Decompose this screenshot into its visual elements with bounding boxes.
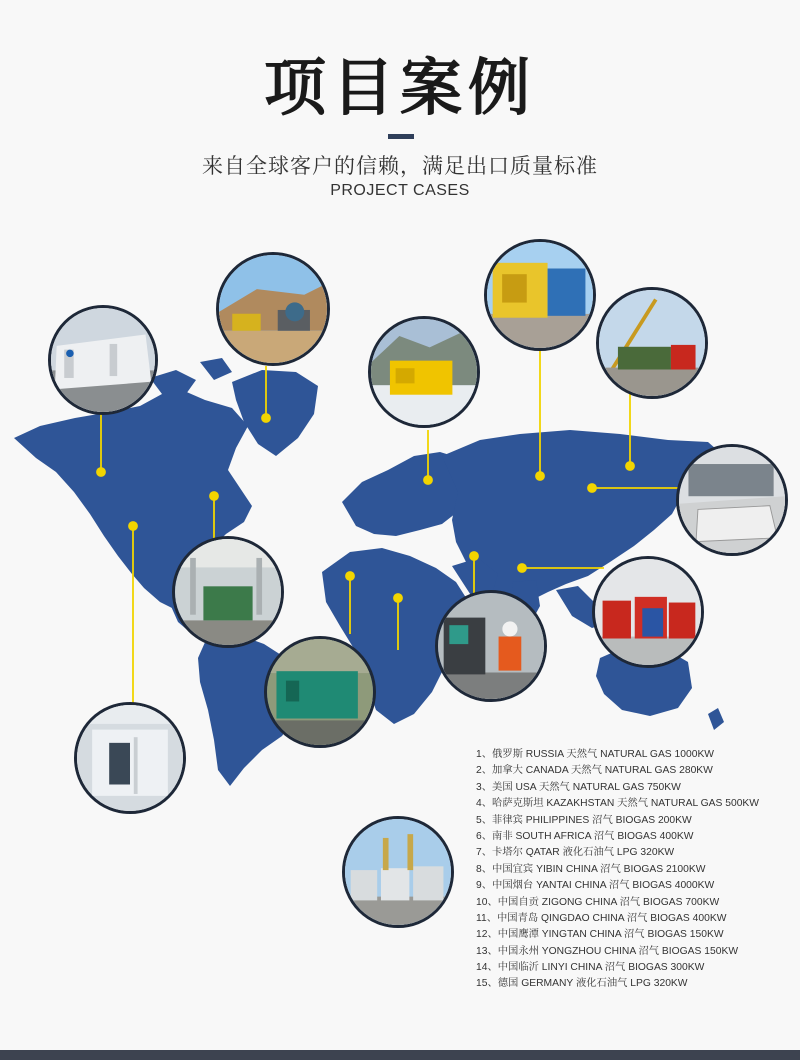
island-new-zealand xyxy=(708,708,724,730)
photo-image xyxy=(599,290,705,396)
case-photo-telecom-containers xyxy=(48,305,158,415)
case-photo-yellow-containers xyxy=(484,239,596,351)
list-item: 9、中国烟台 YANTAI CHINA 沼气 BIOGAS 4000KW xyxy=(476,880,715,892)
photo-image xyxy=(438,593,544,699)
list-item: 15、德国 GERMANY 液化石油气 LPG 320KW xyxy=(476,978,688,990)
list-item: 12、中国鹰潭 YINGTAN CHINA 沼气 BIOGAS 150KW xyxy=(476,929,724,941)
case-photo-red-engines xyxy=(592,556,704,668)
case-photo-gas-station xyxy=(342,816,454,928)
list-item: 2、加拿大 CANADA 天然气 NATURAL GAS 280KW xyxy=(476,765,713,777)
list-item: 3、美国 USA 天然气 NATURAL GAS 750KW xyxy=(476,781,681,793)
photo-image xyxy=(51,308,155,412)
photo-image xyxy=(487,242,593,348)
list-item: 14、中国临沂 LINYI CHINA 沼气 BIOGAS 300KW xyxy=(476,962,705,974)
footer-bar xyxy=(0,1050,800,1060)
page-subtitle: 来自全球客户的信赖，满足出口质量标准 xyxy=(202,154,598,178)
photo-image xyxy=(77,705,183,811)
photo-image xyxy=(371,319,477,425)
list-item: 7、卡塔尔 QATAR 液化石油气 LPG 320KW xyxy=(476,847,675,859)
list-item: 5、菲律宾 PHILIPPINES 沼气 BIOGAS 200KW xyxy=(476,814,692,826)
list-item: 8、中国宜宾 YIBIN CHINA 沼气 BIOGAS 2100KW xyxy=(476,863,706,875)
case-photo-truck-loading xyxy=(596,287,708,399)
photo-image xyxy=(345,819,451,925)
case-photo-white-container xyxy=(74,702,186,814)
photo-image xyxy=(679,447,785,553)
title-underline xyxy=(388,134,414,139)
list-item: 11、中国青岛 QINGDAO CHINA 沼气 BIOGAS 400KW xyxy=(476,912,727,924)
continent-greenland xyxy=(232,370,318,456)
arctic-islands xyxy=(150,358,232,394)
case-photo-biogas-storage xyxy=(676,444,788,556)
list-item: 1、俄罗斯 RUSSIA 天然气 NATURAL GAS 1000KW xyxy=(476,749,715,760)
page-title: 项目案例 xyxy=(263,51,536,124)
page-subtitle-english: PROJECT CASES xyxy=(330,182,470,199)
case-photo-engine-hall xyxy=(172,536,284,648)
photo-image xyxy=(175,539,281,645)
list-item: 6、南非 SOUTH AFRICA 沼气 BIOGAS 400KW xyxy=(476,830,694,842)
case-photo-biogas-plant xyxy=(216,252,330,366)
list-item: 13、中国永州 YONGZHOU CHINA 沼气 BIOGAS 150KW xyxy=(476,945,739,957)
case-photo-engineer-service xyxy=(435,590,547,702)
case-list xyxy=(476,747,759,993)
case-photo-yellow-generator-snow xyxy=(368,316,480,428)
case-photo-green-generator xyxy=(264,636,376,748)
photo-image xyxy=(267,639,373,745)
list-item: 4、哈萨克斯坦 KAZAKHSTAN 天然气 NATURAL GAS 500KW xyxy=(476,798,760,810)
list-item: 10、中国自贡 ZIGONG CHINA 沼气 BIOGAS 700KW xyxy=(476,896,720,908)
photo-image xyxy=(595,559,701,665)
photo-image xyxy=(219,255,327,363)
